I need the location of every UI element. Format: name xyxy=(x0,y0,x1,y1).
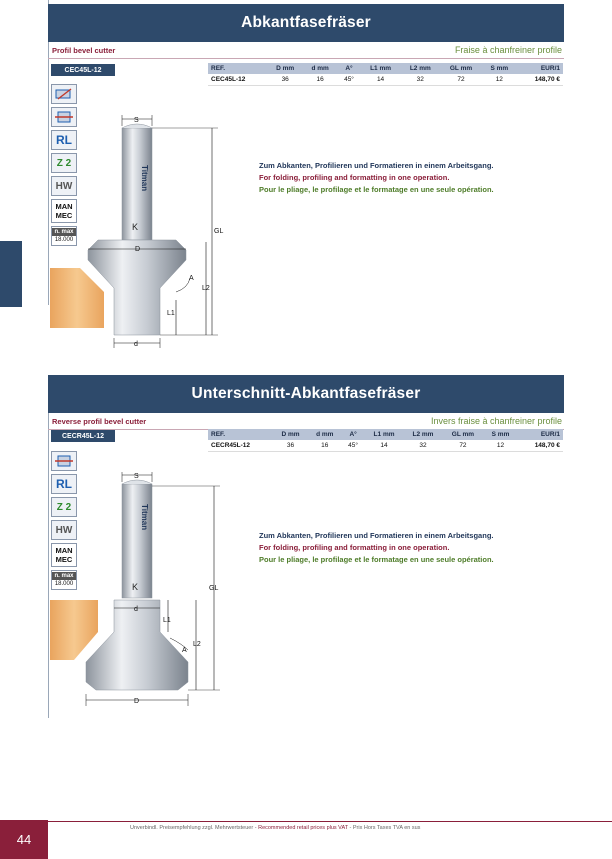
bevel-cut-icon xyxy=(51,84,77,104)
hw-icon: HW xyxy=(51,176,77,196)
workpiece xyxy=(50,600,98,660)
col-header: A° xyxy=(345,65,353,72)
z2-icon: Z 2 xyxy=(51,153,77,173)
page-number: 44 xyxy=(0,820,48,859)
subtitle-en: Reverse profil bevel cutter xyxy=(52,417,147,426)
dim-D: D xyxy=(134,698,140,705)
footer-de: Unverbindl. Preisempfehlung zzgl. Mehrwertsteuer xyxy=(130,825,254,831)
hw-icon: HW xyxy=(51,520,77,540)
col-header: L2 mm xyxy=(412,431,434,438)
cell-GL: 72 xyxy=(440,74,482,86)
col-header: d mm xyxy=(311,65,329,72)
cell-D: 36 xyxy=(273,440,308,452)
nmax-value: 18.000 xyxy=(54,581,74,587)
col-header: L1 mm xyxy=(373,431,395,438)
z2-icon: Z 2 xyxy=(51,497,77,517)
description-fr: Pour le pliage, le profilage et le formatage en une seule opération. xyxy=(259,555,494,564)
shank xyxy=(122,484,152,598)
cell-L2: 32 xyxy=(400,74,440,86)
cell-angle: 45° xyxy=(337,74,360,86)
cell-price: 148,70 € xyxy=(517,74,563,86)
man-label: MAN xyxy=(55,546,73,555)
description-en: For folding, profiling and formatting in one operation. xyxy=(259,543,450,552)
cell-ref: CECR45L-12 xyxy=(208,440,273,452)
cell-ref: CEC45L-12 xyxy=(208,74,267,86)
cell-price: 148,70 € xyxy=(518,440,563,452)
col-header: S mm xyxy=(491,431,510,438)
dim-L2: L2 xyxy=(202,285,210,292)
mec-label: MEC xyxy=(55,555,73,564)
section-subtitle xyxy=(48,413,564,430)
workpiece xyxy=(50,268,104,328)
description-fr: Pour le pliage, le profilage et le formatage en une seule opération. xyxy=(259,185,494,194)
col-header: L1 mm xyxy=(370,65,392,72)
col-header: S mm xyxy=(490,65,509,72)
dim-D: D xyxy=(135,246,141,253)
col-header: EUR/1 xyxy=(540,65,560,72)
section-subtitle xyxy=(48,42,564,59)
description-2 xyxy=(259,530,494,566)
dim-L1: L1 xyxy=(167,310,175,317)
subtitle-fr: Invers fraise à chanfreiner profile xyxy=(430,416,562,426)
dim-A: A xyxy=(189,275,194,282)
product-section-2 xyxy=(48,375,564,430)
footer-en: Recommended retail prices plus VAT xyxy=(258,825,348,831)
description-1 xyxy=(259,160,494,196)
col-header: EUR/1 xyxy=(540,431,560,438)
section-title: Abkantfasefräser xyxy=(48,4,564,42)
footer-fr: Prix Hors Taxes TVA en sus xyxy=(352,825,421,831)
dim-GL: GL xyxy=(209,585,219,592)
footer-note: Unverbindl. Preisempfehlung zzgl. Mehrwertsteuer - Recommended retail prices plus VAT - Prix Hors Taxes TVA en sus xyxy=(130,825,421,831)
col-header: REF. xyxy=(211,431,226,438)
section-title: Unterschnitt-Abkantfasefräser xyxy=(48,375,564,413)
col-header: L2 mm xyxy=(409,65,431,72)
dim-L2: L2 xyxy=(193,641,201,648)
cell-S: 12 xyxy=(482,74,517,86)
cell-L2: 32 xyxy=(404,440,443,452)
brand-logo: Titman xyxy=(140,504,149,531)
dim-A: A xyxy=(182,647,187,654)
col-header: GL mm xyxy=(449,65,473,72)
footer-divider xyxy=(48,821,612,822)
col-header: REF. xyxy=(211,65,226,72)
col-header: D mm xyxy=(276,65,295,72)
table-row xyxy=(208,440,563,452)
spec-table xyxy=(208,429,563,452)
col-header: GL mm xyxy=(451,431,475,438)
dim-d: d xyxy=(134,606,138,613)
mec-label: MEC xyxy=(55,211,73,220)
col-header: A° xyxy=(349,431,357,438)
nmax-label: n. max xyxy=(54,573,74,579)
nmax-value: 18.000 xyxy=(54,237,74,243)
dim-S: S xyxy=(134,117,139,124)
cell-GL: 72 xyxy=(442,440,483,452)
col-header: d mm xyxy=(316,431,334,438)
cutter-drawing-2 xyxy=(42,472,242,712)
svg-text:K: K xyxy=(132,582,139,592)
description-de: Zum Abkanten, Profilieren und Formatieren in einem Arbeitsgang. xyxy=(259,161,494,170)
rotation-rl-icon: RL xyxy=(51,130,77,150)
table-header-row xyxy=(208,63,563,74)
svg-text:K: K xyxy=(132,222,139,232)
cell-d: 16 xyxy=(308,440,342,452)
cutter-body xyxy=(86,600,188,690)
cell-D: 36 xyxy=(267,74,302,86)
table-row xyxy=(208,74,563,86)
spec-table xyxy=(208,63,563,86)
cell-angle: 45° xyxy=(342,440,365,452)
dim-d: d xyxy=(134,341,138,348)
cell-L1: 14 xyxy=(365,440,404,452)
rotation-rl-icon: RL xyxy=(51,474,77,494)
cell-d: 16 xyxy=(303,74,337,86)
man-label: MAN xyxy=(55,202,73,211)
product-code-badge: CEC45L-12 xyxy=(51,64,115,76)
chapter-tab xyxy=(0,241,22,307)
cell-S: 12 xyxy=(483,440,517,452)
subtitle-fr: Fraise à chanfreiner profile xyxy=(454,45,562,55)
cutter-drawing-1 xyxy=(50,110,240,355)
product-code-badge: CECR45L-12 xyxy=(51,430,115,442)
product-section-1 xyxy=(48,4,564,59)
description-en: For folding, profiling and formatting in one operation. xyxy=(259,173,450,182)
col-header: D mm xyxy=(281,431,300,438)
table-header-row xyxy=(208,429,563,440)
profile-cut-icon xyxy=(51,451,77,471)
dim-GL: GL xyxy=(214,228,224,235)
subtitle-en: Profil bevel cutter xyxy=(52,46,116,55)
description-de: Zum Abkanten, Profilieren und Formatieren in einem Arbeitsgang. xyxy=(259,531,494,540)
nmax-label: n. max xyxy=(54,229,74,235)
cell-L1: 14 xyxy=(361,74,401,86)
dim-L1: L1 xyxy=(163,617,171,624)
dim-S: S xyxy=(134,473,139,480)
brand-logo: Titman xyxy=(140,165,149,192)
